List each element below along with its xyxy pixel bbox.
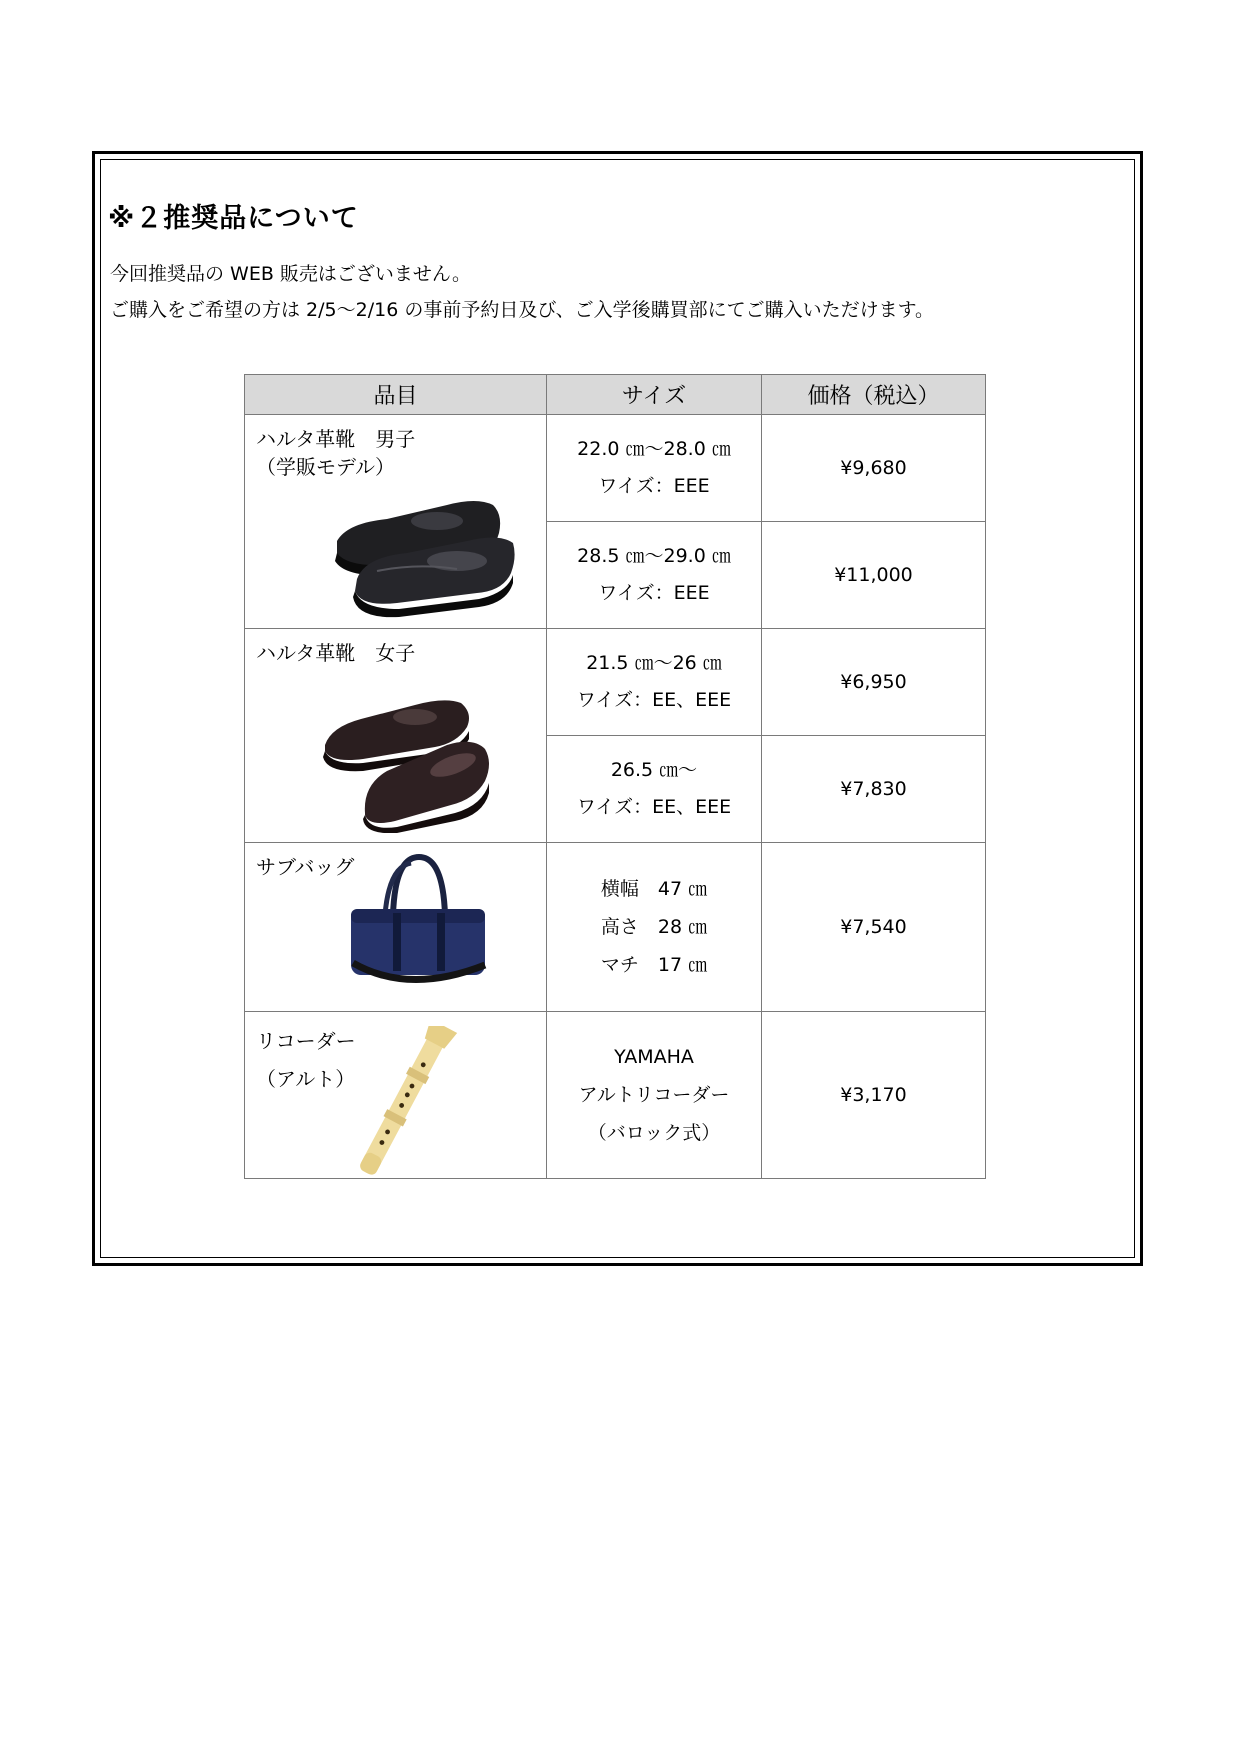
size-range: 21.5 ㎝～26 ㎝	[586, 652, 722, 674]
item-name-line: リコーダー	[256, 1029, 356, 1053]
price: ¥9,680	[840, 457, 907, 479]
size-cell	[547, 843, 762, 1012]
table-row	[245, 629, 986, 736]
header-size: サイズ	[547, 375, 762, 415]
size-width: ワイズ：EE、EEE	[576, 796, 732, 818]
recommended-items-table	[244, 374, 986, 1179]
recorder-image	[329, 1026, 479, 1176]
table-row	[245, 1012, 986, 1179]
item-name-line: ハルタ革靴 男子	[256, 427, 416, 451]
size-width: ワイズ：EEE	[598, 475, 710, 497]
mens-loafers-image	[317, 483, 517, 623]
size-cell	[547, 522, 762, 629]
price: ¥11,000	[834, 564, 913, 586]
item-name-line: ハルタ革靴 女子	[256, 641, 416, 665]
table-row	[245, 415, 986, 522]
price: ¥3,170	[840, 1084, 907, 1106]
note-no-web-sales: 今回推奨品の WEB 販売はございません。	[110, 263, 472, 285]
item-sub-bag	[245, 843, 547, 1012]
size-range: 26.5 ㎝～	[610, 759, 698, 781]
price-cell	[762, 415, 986, 522]
womens-loafers-image	[317, 665, 497, 833]
size-range: 22.0 ㎝～28.0 ㎝	[577, 438, 731, 460]
sub-bag-image	[349, 853, 489, 1003]
price-cell	[762, 736, 986, 843]
header-item: 品目	[245, 375, 547, 415]
price: ¥6,950	[840, 671, 907, 693]
size-model: アルトリコーダー	[578, 1084, 730, 1106]
size-type: （バロック式）	[587, 1122, 721, 1144]
item-name-line: （学販モデル）	[256, 455, 395, 479]
size-depth-line: マチ 17 ㎝	[600, 954, 708, 976]
item-name-line: サブバッグ	[256, 855, 355, 879]
item-mens-shoes	[245, 415, 547, 629]
price: ¥7,830	[840, 778, 907, 800]
size-cell	[547, 736, 762, 843]
size-cell	[547, 1012, 762, 1179]
size-cell	[547, 629, 762, 736]
table-header-row	[245, 375, 986, 415]
size-cell	[547, 415, 762, 522]
item-womens-shoes	[245, 629, 547, 843]
note-purchase-info: ご購入をご希望の方は 2/5～2/16 の事前予約日及び、ご入学後購買部にてご購入いただけます。	[110, 299, 935, 321]
size-range: 28.5 ㎝～29.0 ㎝	[577, 545, 731, 567]
header-price: 価格（税込）	[762, 375, 986, 415]
price-cell	[762, 1012, 986, 1179]
price-cell	[762, 522, 986, 629]
table-row	[245, 843, 986, 1012]
size-width: ワイズ：EEE	[598, 582, 710, 604]
size-width: ワイズ：EE、EEE	[576, 689, 732, 711]
price-cell	[762, 843, 986, 1012]
size-height-line: 高さ 28 ㎝	[600, 916, 708, 938]
item-recorder	[245, 1012, 547, 1179]
price: ¥7,540	[840, 916, 907, 938]
size-brand: YAMAHA	[614, 1046, 694, 1068]
item-name-line: （アルト）	[256, 1067, 356, 1091]
price-cell	[762, 629, 986, 736]
section-heading: ※２推奨品について	[108, 203, 359, 234]
size-width-line: 横幅 47 ㎝	[600, 878, 708, 900]
